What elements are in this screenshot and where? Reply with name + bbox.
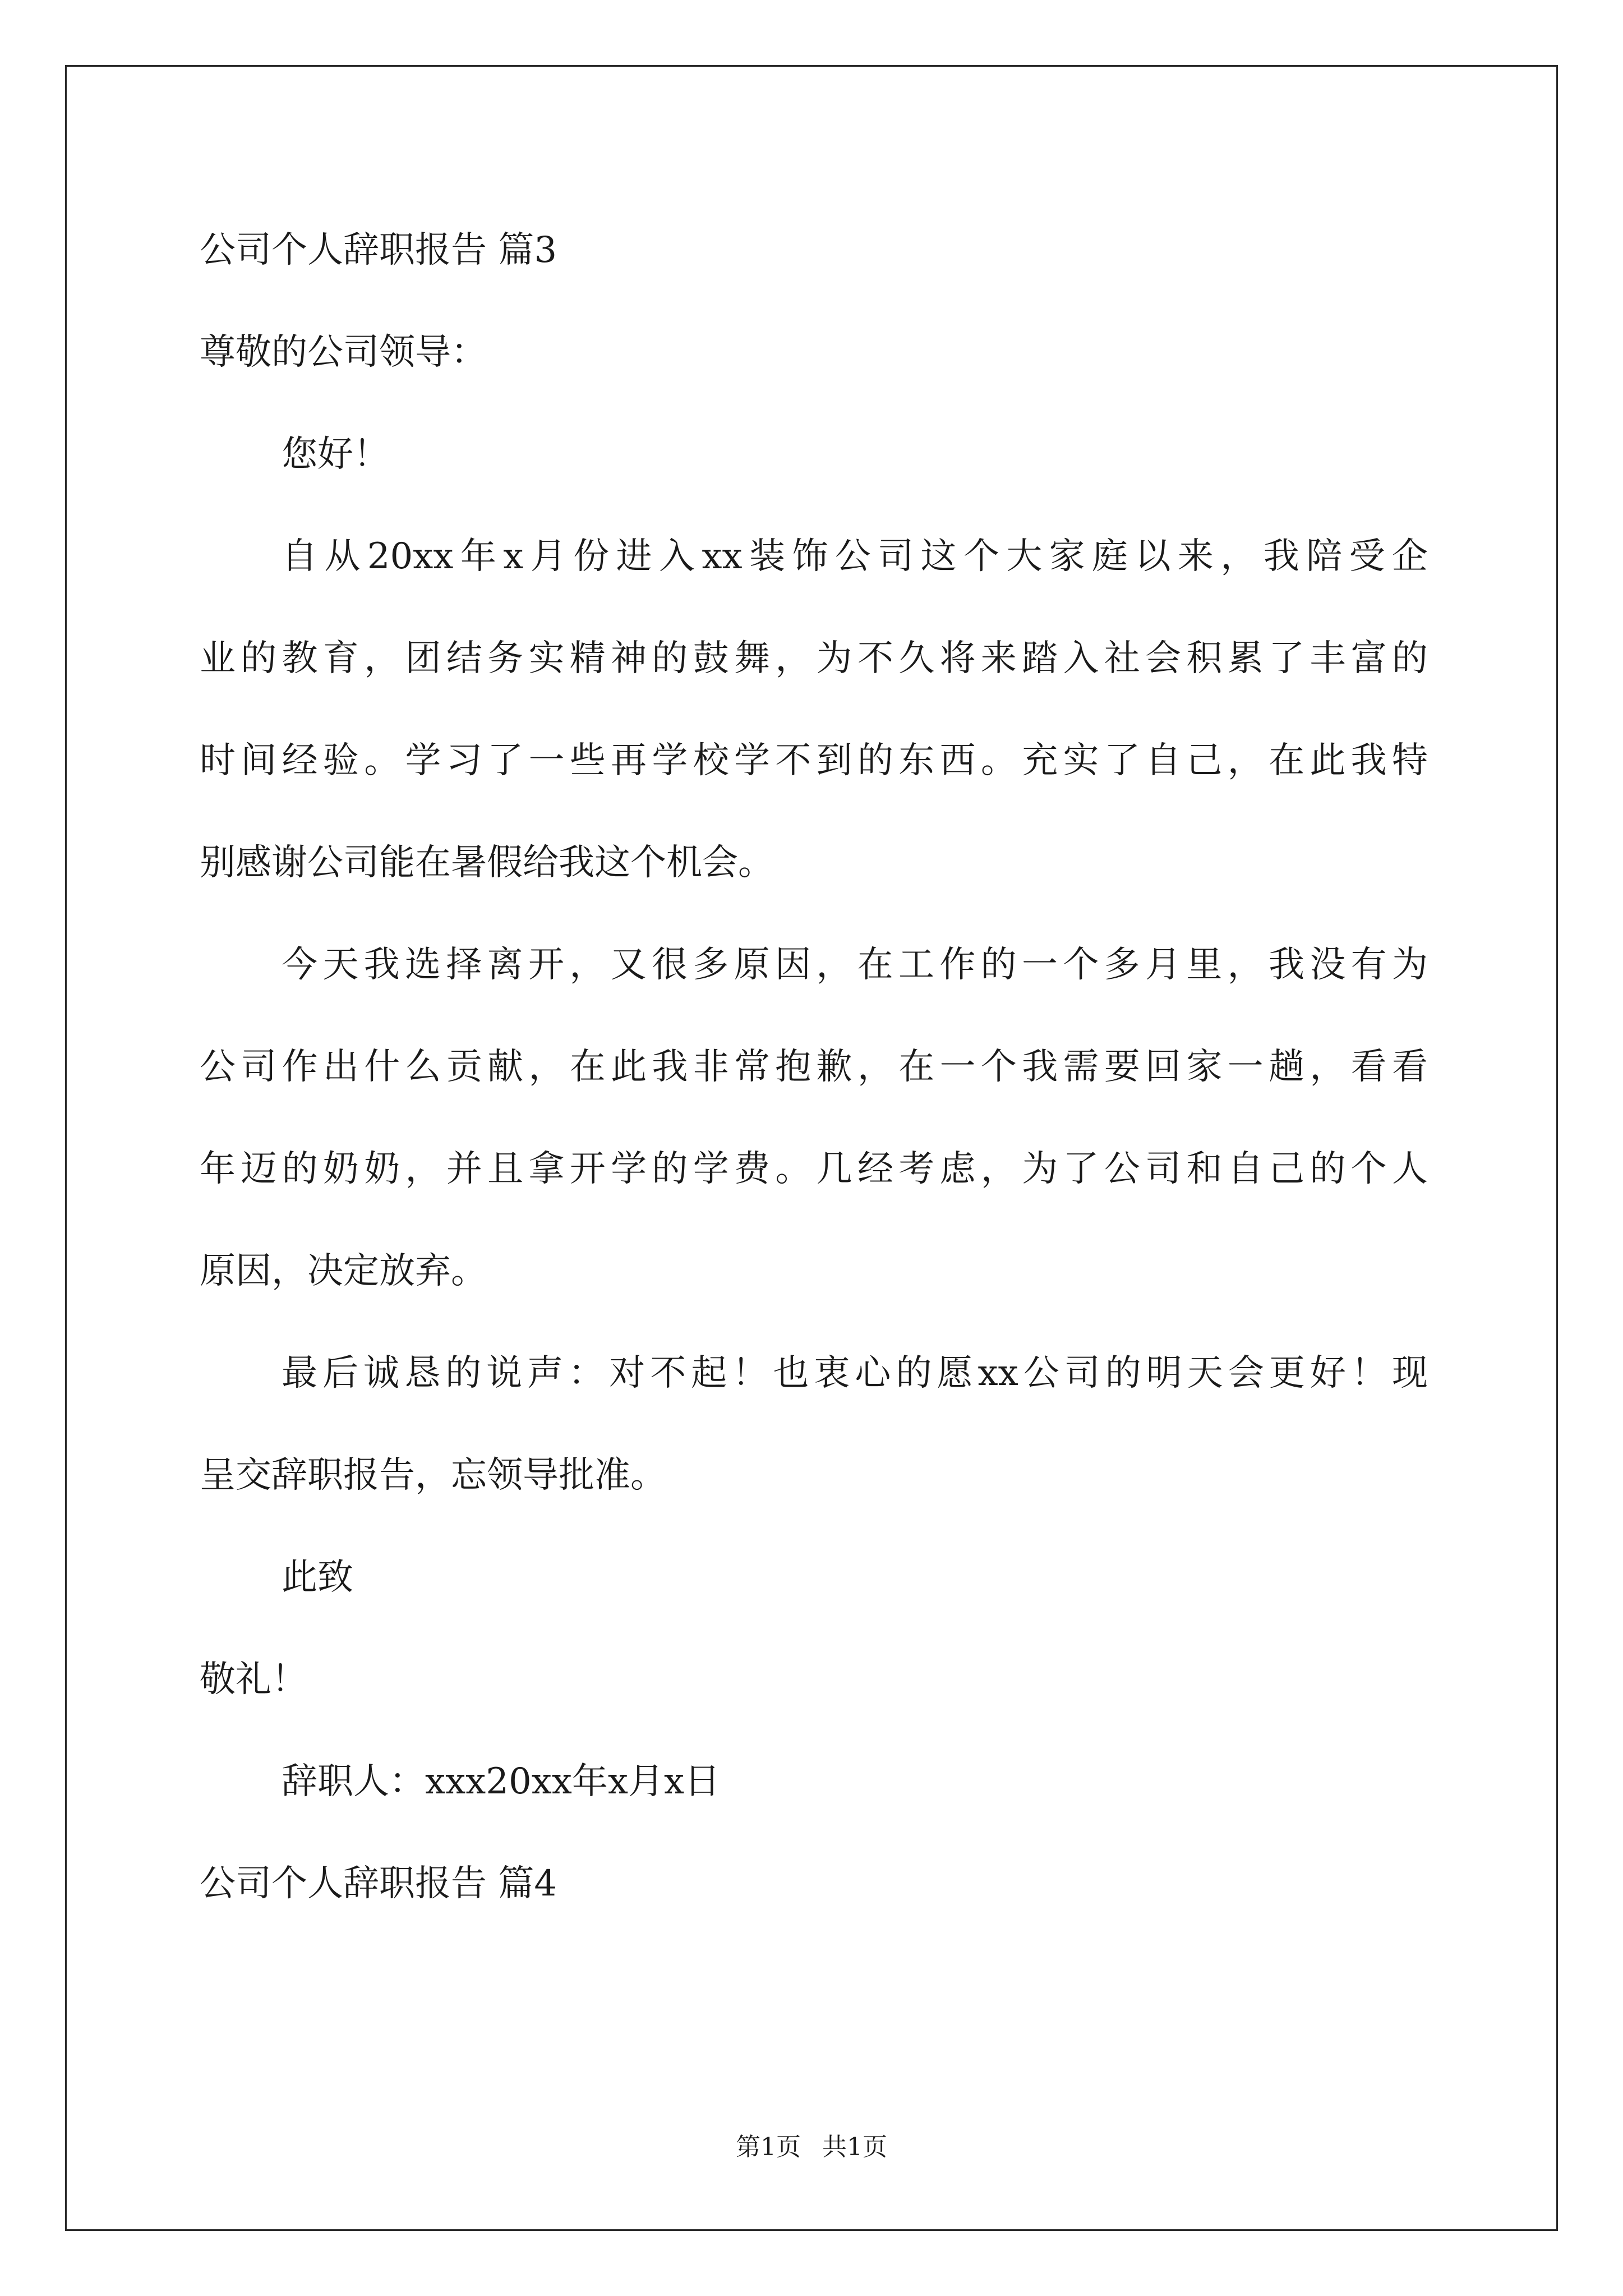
paragraph-3-line-2: 呈交辞职报告，忘领导批准。 xyxy=(200,1455,666,1496)
paragraph-1-line-1: 自从20xx年x月份进入xx装饰公司这个大家庭以来，我陪受企 xyxy=(282,536,1428,577)
paragraph-2-line-2: 公司作出什么贡献，在此我非常抱歉，在一个我需要回家一趟，看看 xyxy=(200,1046,1428,1088)
page-footer xyxy=(0,2132,1623,2163)
closing-phrase: 此致 xyxy=(282,1557,353,1598)
page-number: 第1页 xyxy=(736,2133,801,2161)
greeting: 您好！ xyxy=(282,434,389,475)
closing-salute: 敬礼！ xyxy=(200,1659,307,1700)
section-title-3: 公司个人辞职报告 篇3 xyxy=(200,229,557,271)
paragraph-1-line-4: 别感谢公司能在暑假给我这个机会。 xyxy=(200,842,774,884)
paragraph-2-line-3: 年迈的奶奶，并且拿开学的学费。几经考虑，为了公司和自己的个人 xyxy=(200,1148,1428,1190)
signature-line: 辞职人：xxx20xx年x月x日 xyxy=(282,1761,721,1802)
salutation: 尊敬的公司领导： xyxy=(200,332,487,373)
paragraph-1-line-3: 时间经验。学习了一些再学校学不到的东西。充实了自己，在此我特 xyxy=(200,740,1428,781)
section-title-4: 公司个人辞职报告 篇4 xyxy=(200,1863,557,1904)
paragraph-3-line-1: 最后诚恳的说声：对不起！也衷心的愿xx公司的明天会更好！现 xyxy=(282,1352,1428,1394)
paragraph-2-line-4: 原因，决定放弃。 xyxy=(200,1250,487,1292)
page-total: 共1页 xyxy=(822,2133,887,2161)
paragraph-1-line-2: 业的教育，团结务实精神的鼓舞，为不久将来踏入社会积累了丰富的 xyxy=(200,638,1428,679)
paragraph-2-line-1: 今天我选择离开，又很多原因，在工作的一个多月里，我没有为 xyxy=(282,944,1428,986)
